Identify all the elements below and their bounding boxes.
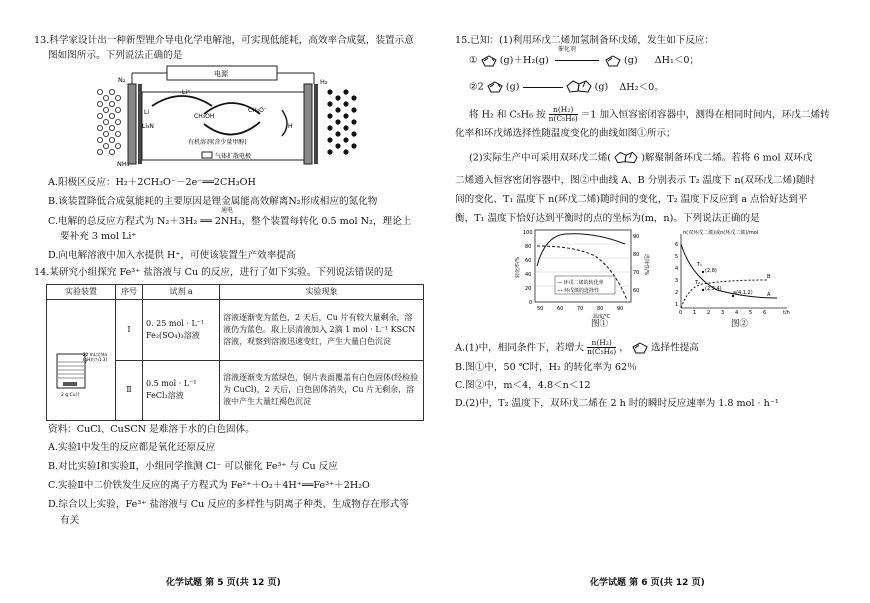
q15-reaction-1: ① (g)＋H₂(g) 催化剂 (g) ΔH₁＜0； <box>469 46 700 66</box>
svg-text:H: H <box>288 123 293 130</box>
footer-right: 化学试题 第 6 页(共 12 页) <box>590 578 705 588</box>
svg-text:(2,2.4): (2,2.4) <box>705 286 722 292</box>
svg-text:6: 6 <box>675 242 679 248</box>
conversion-curve <box>537 234 625 266</box>
q15-option-d: D.(2)中，T₂ 温度下，双环戊二烯在 2 h 时的瞬时反应速率为 1.8 mol · h⁻¹ <box>455 398 779 409</box>
svg-text:5: 5 <box>675 254 679 260</box>
q14-option-d-line2: 有关 <box>60 515 80 526</box>
svg-text:温度/℃: 温度/℃ <box>593 314 611 320</box>
left-gas-bubbles <box>97 89 120 154</box>
svg-text:B: B <box>767 274 771 280</box>
svg-text:CH₃O⁻: CH₃O⁻ <box>248 107 267 114</box>
svg-text:n(双环戊二烯)或n(环戊二烯)/mol: n(双环戊二烯)或n(环戊二烯)/mol <box>683 230 759 236</box>
svg-text:80: 80 <box>633 252 640 258</box>
svg-text:CH₃OH: CH₃OH <box>194 113 215 120</box>
cyclopentene-icon <box>632 342 648 354</box>
q15-line6: 衡，T₁ 温度下恰好达到平衡时的点的坐标为(m，n)。下列说法正确的是 <box>455 213 760 224</box>
q14-option-a: A.实验Ⅰ中发生的反应都是氧化还原反应 <box>48 442 216 453</box>
right-gas-bubbles <box>327 89 356 154</box>
svg-text:40: 40 <box>525 272 532 278</box>
q13-option-a: A.阳极区反应：H₂＋2CH₃O⁻－2e⁻══2CH₃OH <box>48 177 256 188</box>
figure-2-caption: 图② <box>731 319 749 329</box>
header-phenomenon: 实验现象 <box>220 285 424 300</box>
q15-reaction-2: ②2 (g) (g) ΔH₂＜0。 <box>469 79 664 95</box>
svg-text:60: 60 <box>525 258 532 264</box>
cyclopentadiene-icon <box>487 81 503 93</box>
q15-option-a: A.(1)中，相同条件下，若增大 $\frac{\text{n(H₂)}}{\text{n(C₅H₆)}}$ ， 选择性提高 <box>455 338 699 357</box>
figure-2-chart <box>667 226 807 326</box>
row2-reagent: 0.5 mol · L⁻¹ FeCl₃溶液 <box>143 360 220 421</box>
q14-experiment-table <box>46 284 424 421</box>
row1-phenomenon: 溶液逐渐变为蓝色，2 天后，Cu 片有较大量剩余，溶液仍为蓝色。取上层清液加入 2滴 1 mol · L⁻¹ KSCN 溶液，观察到溶液迅速变红，产生大量白色沉淀 <box>220 300 424 361</box>
svg-text:选择性/%: 选择性/% <box>643 254 649 276</box>
q13-option-c-condition: 通电 <box>221 207 234 214</box>
svg-text:2 g Cu片: 2 g Cu片 <box>61 393 81 398</box>
svg-text:6: 6 <box>763 310 767 316</box>
svg-text:60: 60 <box>557 306 564 312</box>
footer-left: 化学试题 第 5 页(共 12 页) <box>166 578 281 588</box>
svg-text:转化率/%: 转化率/% <box>515 256 521 278</box>
q15-option-b: B.图①中，50 ℃时，H₂ 的转化率为 62％ <box>455 362 637 373</box>
svg-text:Li: Li <box>144 109 150 116</box>
row1-reagent: 0. 25 mol · L⁻¹ Fe₂(SO₄)₃溶液 <box>143 300 220 361</box>
left-electrode <box>128 84 136 164</box>
svg-text:Li₃N: Li₃N <box>142 123 154 130</box>
q14-option-c: C.实验Ⅱ中二价铁发生反应的离子方程式为 Fe²⁺＋O₂＋4H⁺══Fe³⁺＋2H₂O <box>48 480 370 491</box>
q15-line2: 化率和环戊烯选择性随温度变化的曲线如图①所示； <box>455 128 676 139</box>
svg-text:70: 70 <box>633 270 640 276</box>
q13-option-c-line2: 要补充 3 mol Li⁺ <box>60 231 137 242</box>
electrolysis-diagram <box>92 62 362 174</box>
q15-stem: 15.已知：(1)利用环戊二烯加氢制备环戊烯，发生如下反应： <box>455 35 715 46</box>
header-reagent: 试剂 a <box>143 285 220 300</box>
svg-text:NH₃: NH₃ <box>117 160 130 168</box>
svg-text:T₁: T₁ <box>697 262 703 268</box>
q15-option-c: C.图②中，m＜4，4.8＜n＜12 <box>455 380 591 391</box>
svg-text:T₂: T₂ <box>695 280 701 286</box>
svg-text:2: 2 <box>675 290 679 296</box>
svg-text:50: 50 <box>537 306 544 312</box>
q13-option-d: D.向电解溶液中加入水提供 H⁺，可使该装置生产效率提高 <box>48 250 296 261</box>
svg-text:Li⁺: Li⁺ <box>182 89 191 96</box>
q13-option-c-line1: C.电解的总反应方程式为 N₂＋3H₂ ══ 2NH₃，整个装置每转化 0.5 mol N₂，理论上 <box>48 216 412 227</box>
svg-text:20: 20 <box>525 286 532 292</box>
dicyclopentadiene-icon <box>566 79 592 95</box>
q15-line1: 将 H₂ 和 C₅H₆ 按 $\frac{\text{n(H₂)}}{\text{n(C₅H₆)}}$ ＝1 加入恒容密闭容器中，测得在相同时间内，环戊二烯转 <box>469 105 830 124</box>
row1-number: Ⅰ <box>116 300 143 361</box>
figure-1-caption: 图① <box>591 319 609 329</box>
q14-option-b: B.对比实验Ⅰ和实验Ⅱ，小组同学推测 Cl⁻ 可以催化 Fe³⁺ 与 Cu 反应 <box>48 461 338 472</box>
svg-text:A: A <box>767 292 771 298</box>
q13-option-b: B.该装置降低合成氨能耗的主要原因是锂金属能高效解离N₂形成相应的氮化物 <box>48 196 378 207</box>
power-label: 电源 <box>214 70 228 78</box>
beaker-diagram <box>47 300 109 416</box>
row2-phenomenon: 溶液逐渐变为蓝绿色，铜片表面覆盖有白色固体(经检验为 CuCl)，2 天后，白色固体消失，Cu 片无剩余，溶液中产生大量红褐色沉淀 <box>220 360 424 421</box>
svg-text:气体扩散电极: 气体扩散电极 <box>215 153 252 160</box>
svg-text:4: 4 <box>675 266 679 272</box>
svg-text:a(4,1.2): a(4,1.2) <box>733 290 753 296</box>
curve-b <box>681 280 767 308</box>
q14-stem: 14.某研究小组探究 Fe³⁺ 盐溶液与 Cu 的反应，进行了如下实验。下列说法错误的是 <box>34 267 394 278</box>
header-number: 序号 <box>116 285 143 300</box>
svg-text:1: 1 <box>693 310 697 316</box>
right-electrode <box>304 84 312 164</box>
svg-text:90: 90 <box>617 306 624 312</box>
q13-stem-line2: 图如图所示。下列说法正确的是 <box>48 50 183 61</box>
dicyclopentadiene-icon <box>614 150 638 166</box>
q15-line5: 间的变化、T₁ 温度下 n(环戊二烯)随时间的变化，T₂ 温度下反应到 a 点恰好达到平 <box>455 194 808 205</box>
figure-1-chart <box>515 226 655 326</box>
q15-line3: (2)实际生产中可采用双环戊二烯( )解聚制备环戊二烯。若将 6 mol 双环戊 <box>469 150 812 166</box>
q13-stem-line1: 13.科学家设计出一种新型锂介导电化学电解池，可实现低能耗，高效率合成氨，装置示意 <box>34 35 414 46</box>
svg-text:有机溶剂(含少量甲醇): 有机溶剂(含少量甲醇) <box>188 139 247 146</box>
q15-line4: 二烯通入恒容密闭容器中，图②中曲线 A、B 分别表示 T₂ 温度下 n(双环戊二烯)随时 <box>455 175 816 186</box>
svg-text:4: 4 <box>735 310 739 316</box>
svg-text:0: 0 <box>679 310 683 316</box>
svg-text:(pH约为1.3): (pH约为1.3) <box>83 357 108 362</box>
svg-text:— 环戊二烯的转化率: — 环戊二烯的转化率 <box>557 280 604 286</box>
q14-option-d-line1: D.综合以上实验，Fe³⁺ 盐溶液与 Cu 反应的多样性与阴离子种类、生成物存在形式等 <box>48 499 409 510</box>
curve-a <box>681 244 777 298</box>
cyclopentadiene-icon <box>481 55 497 67</box>
svg-text:5: 5 <box>749 310 753 316</box>
svg-text:0: 0 <box>529 300 533 306</box>
header-apparatus: 实验装置 <box>47 285 116 300</box>
svg-text:80: 80 <box>597 306 604 312</box>
svg-text:t/h: t/h <box>783 310 790 316</box>
svg-text:--- 环戊烯的选择性: --- 环戊烯的选择性 <box>557 288 600 294</box>
svg-text:90: 90 <box>633 234 640 240</box>
svg-text:N₂: N₂ <box>118 76 126 84</box>
svg-text:70: 70 <box>577 306 584 312</box>
svg-text:1: 1 <box>675 302 679 308</box>
svg-text:100: 100 <box>523 230 533 236</box>
apparatus-cell <box>47 300 116 421</box>
svg-text:3: 3 <box>675 278 679 284</box>
row2-number: Ⅱ <box>116 360 143 421</box>
cyclopentene-icon <box>605 55 621 67</box>
svg-text:3: 3 <box>721 310 725 316</box>
svg-text:H₂: H₂ <box>320 78 328 86</box>
svg-text:20 mL试剂a: 20 mL试剂a <box>83 352 108 357</box>
svg-text:2: 2 <box>707 310 711 316</box>
svg-text:(2,8): (2,8) <box>705 268 717 274</box>
svg-text:60: 60 <box>633 288 640 294</box>
svg-text:80: 80 <box>525 244 532 250</box>
q14-note: 资料：CuCl、CuSCN 是难溶于水的白色固体。 <box>48 424 255 435</box>
